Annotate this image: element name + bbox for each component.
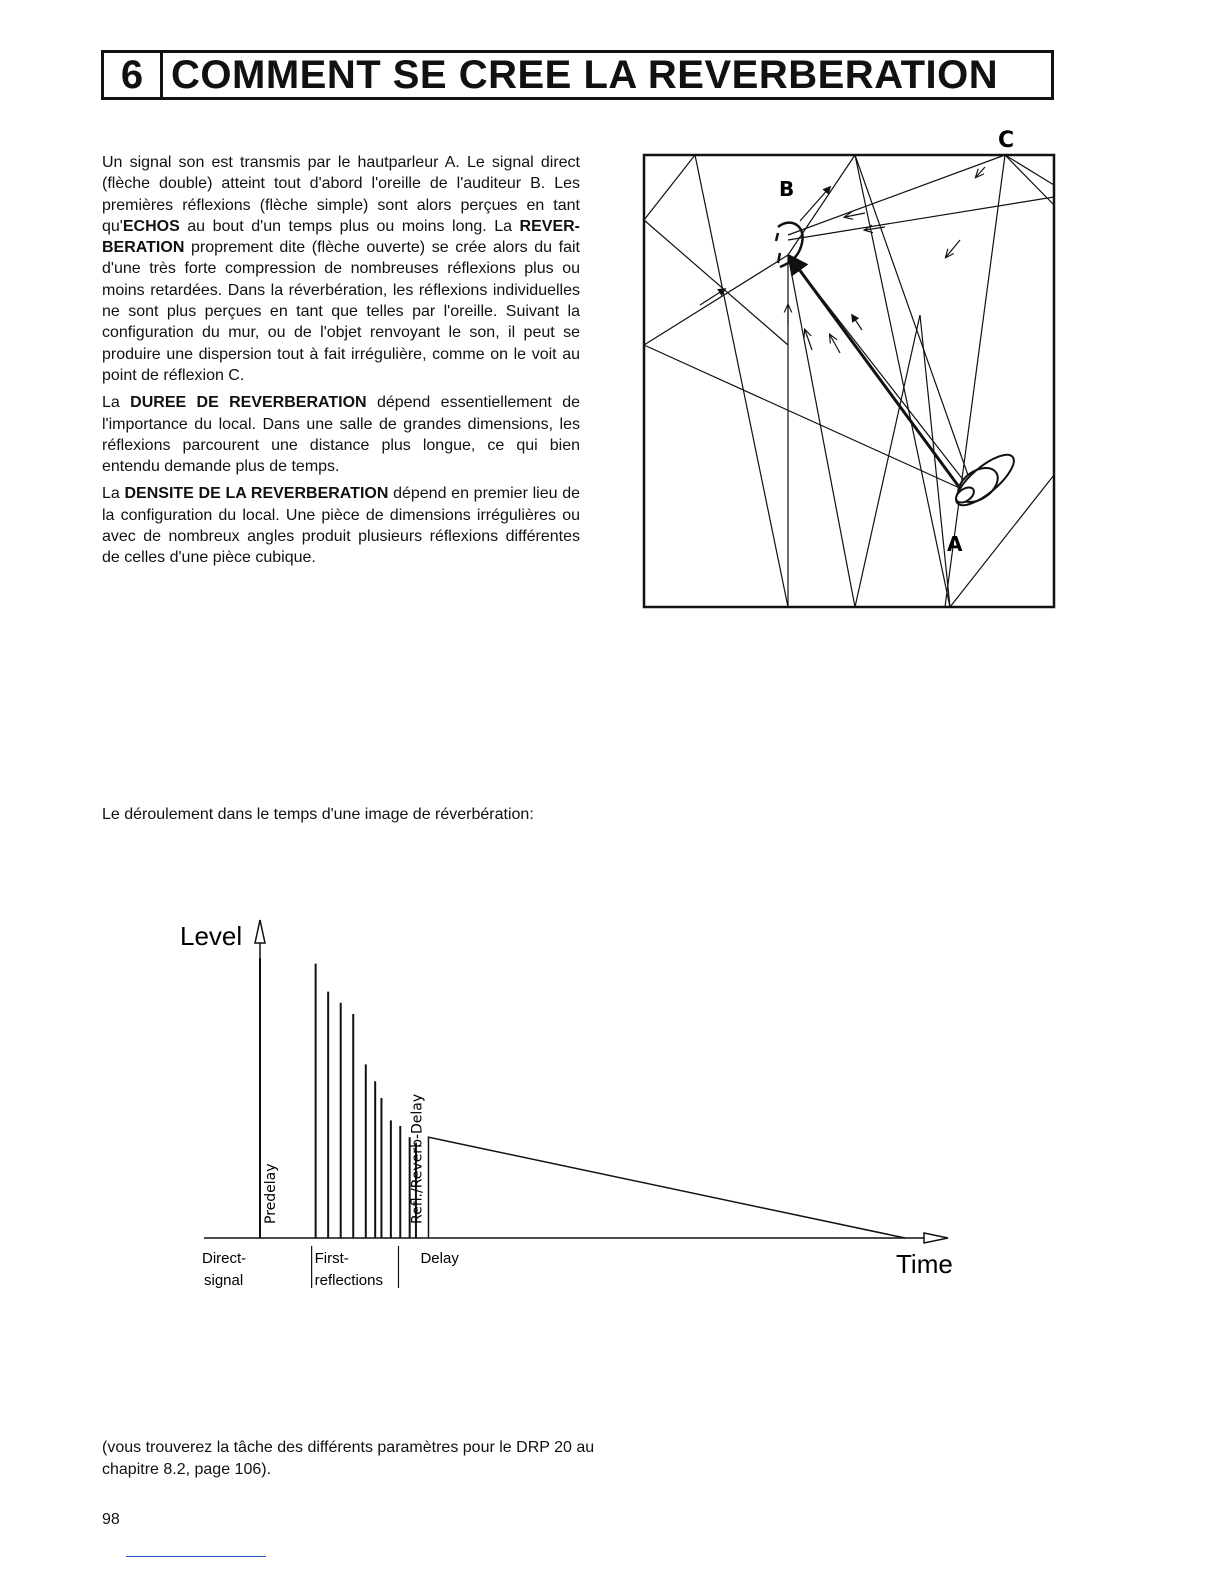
paragraph-reverb-density <box>102 483 580 568</box>
section-title: COMMENT SE CREE LA REVERBERATION <box>171 53 999 97</box>
p2-run-1: DUREE DE REVERBERATION <box>130 394 367 412</box>
y-axis-arrow-icon <box>255 920 265 943</box>
x-axis-title: Time <box>896 1249 953 1279</box>
p2-run-2: dépend essentiellement de l'importance du local. Dans une salle de grandes dimensions, les réflexions parcourent une distance plus longue, ce qui bien entendu demande plus de temps. <box>102 394 581 476</box>
section-number: 6 <box>104 53 163 97</box>
chart-labels <box>180 921 953 1289</box>
reverb-timeline-chart <box>170 905 970 1305</box>
p2-run-0: La <box>102 394 131 412</box>
label-direct-signal-2: signal <box>204 1272 244 1289</box>
p1-run-0: Un signal son est transmis par le hautparleur A. Le signal direct (flèche double) atteint tout d'abord l'oreille de l'auditeur B. Les premières réflexions (flèche simple) sont alors perçues en tant qu' <box>102 154 580 235</box>
label-first-reflections-2: reflections <box>314 1272 383 1289</box>
p1-run-2: au bout d'un temps plus ou moins long. La <box>179 217 520 235</box>
direct-signal-arrow <box>790 257 965 495</box>
bottom-rule <box>126 1556 266 1557</box>
loudspeaker-icon <box>949 447 1021 513</box>
reflection-lines <box>644 155 1054 607</box>
p1-run-4: proprement dite (flèche ouverte) se crée alors du fait d'une très forte compression de nombreuses réflexions plus ou moins retardées. Dans la réverbération, les réflexions individuelles ne sont plus perçues en tant que telles par l'oreille. Suivant la configuration du mur, ou de l'objet renvoyant le son, il peut se produire une dispersion tout à fait irrégulière, comme on le voit au point de réflexion C. <box>102 239 580 384</box>
x-axis-arrow-icon <box>924 1233 948 1243</box>
annotation-predelay: Predelay <box>263 1163 279 1224</box>
y-axis-title: Level <box>180 921 243 951</box>
label-first-reflections-1: First- <box>314 1250 349 1267</box>
paragraph-reverb-duration <box>102 392 580 477</box>
reflection-diagram <box>640 125 1060 615</box>
p1-run-3: REVERBERATION <box>102 217 580 257</box>
page-number: 98 <box>102 1511 120 1528</box>
p3-run-1: DENSITE DE LA REVERBERATION <box>124 485 389 503</box>
label-direct-signal-1: Direct- <box>202 1250 247 1267</box>
label-c: C <box>998 128 1015 153</box>
section-heading <box>101 50 1054 100</box>
p3-run-0: La <box>102 485 125 503</box>
label-a: A <box>947 532 963 556</box>
paragraph-intro <box>102 152 580 386</box>
intro-text <box>102 152 580 575</box>
annotation-refl-reverb-delay: Refl./Reverb-Delay <box>409 1093 426 1224</box>
p1-run-1: ECHOS <box>122 217 180 235</box>
timeline-caption: Le déroulement dans le temps d'une image de réverbération: <box>102 806 534 823</box>
chart-bars <box>260 958 905 1238</box>
label-delay: Delay <box>420 1250 459 1267</box>
p3-run-2: dépend en premier lieu de la configuration du local. Une pièce de dimensions irrégulières ou avec de nombreux angles produit plusieurs réflexions différentes de celles d'une pièce cubique. <box>102 485 580 567</box>
footnote: (vous trouverez la tâche des différents paramètres pour le DRP 20 au chapitre 8.2, page 106). <box>102 1439 595 1478</box>
label-b: B <box>779 177 795 201</box>
room-outline <box>644 155 1054 607</box>
reverb-tail <box>428 1137 905 1238</box>
